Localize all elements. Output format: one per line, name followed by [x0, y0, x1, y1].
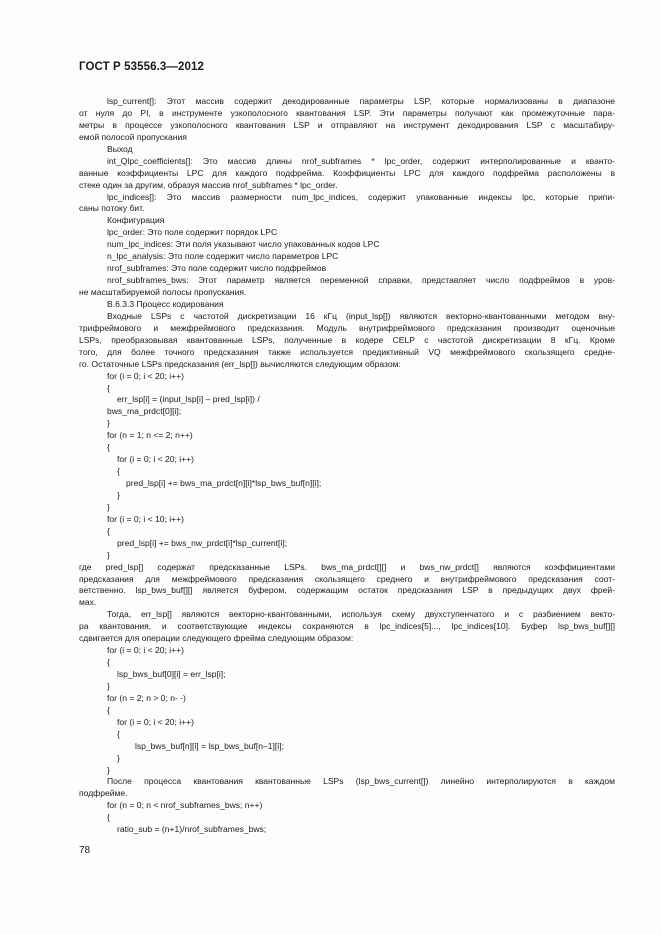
text-line: lpc_indices[]: Это массив размерности num_lpc_indices, содержит упакованные индексы lpc, которые припи-: [107, 191, 615, 202]
text-line: ветственно. lsp_bws_buf[][] является буфером, содержащим остаток предсказания LSP в предыдущих двух фрей-: [79, 585, 615, 596]
text-line: lsp_current[]: Этот массив содержит декодированные параметры LSP, которые нормализованы в диапазоне: [107, 96, 615, 106]
text-line: nrof_subframes: Это поле содержит число подфреймов: [107, 263, 327, 274]
text-line: }: [117, 489, 120, 500]
text-line: стеке один за другим, образуя массив nrof_subframes * lpc_order.: [79, 179, 338, 190]
document-header: ГОСТ Р 53556.3—2012: [79, 61, 204, 73]
text-line: LSPs, преобразовывая квантованные LSPs, полученные в кодере CELP с частотой дискретизации 8 кГц. Кроме: [79, 334, 615, 345]
text-line: {: [117, 728, 120, 739]
text-line: емой полосой пропускания: [79, 131, 187, 142]
text-line: lsp_bws_buf[0][i] = err_lsp[i];: [117, 669, 226, 679]
text-line: for (i = 0; i < 20; i++): [117, 716, 194, 727]
text-line: }: [107, 764, 110, 775]
text-line: метры в процессе узкополосного квантования LSP и отправляют на инструмент декодирования LSP с масштабиру-: [79, 119, 615, 130]
text-line: саны потоку бит.: [79, 203, 145, 214]
text-line: err_lsp[i] = (input_lsp[i] – pred_lsp[i]) /: [117, 394, 260, 405]
text-line: подфрейме.: [79, 788, 128, 799]
text-line: lsp_bws_buf[n][i] = lsp_bws_buf[n–1][i];: [135, 740, 284, 751]
text-line: После процесса квантования квантованные LSPs (lsp_bws_current[]) линейно интерполируются в каждом: [107, 776, 615, 787]
text-line: bws_ma_prdct[0][i];: [107, 406, 182, 417]
text-line: lpc_order: Это поле содержит порядок LPC: [107, 227, 278, 238]
text-line: ра квантования, и соответствующие индексы сохраняются в lpc_indices[5]..., lpc_indices[10]. Буфер lsp_bws_buf[][]: [79, 621, 615, 632]
text-line: мах.: [79, 597, 97, 608]
text-line: for (i = 0; i < 20; i++): [107, 645, 184, 656]
text-line: {: [107, 382, 110, 393]
text-line: for (i = 0; i < 20; i++): [117, 454, 194, 465]
text-line: от нуля до PI, в инструменте узкополосного квантования LSP. Эти параметры получают как промежуточные пара-: [79, 107, 615, 118]
text-line: for (n = 1; n <= 2; n++): [107, 430, 193, 441]
text-line: Входные LSPs с частотой дискретизации 16 кГц (input_lsp[]) являются векторно-квантованными методом вну-: [107, 310, 615, 321]
text-line: предсказания для межфреймового предсказания скользящего среднего и внутрифреймового предсказания соот-: [79, 573, 615, 584]
text-line: }: [107, 501, 110, 512]
text-line: {: [107, 704, 110, 715]
text-line: го. Остаточные LSPs предсказания (err_lsp[]) вычисляются следующим образом:: [79, 358, 401, 369]
text-line: Конфигурация: [107, 215, 165, 226]
text-line: {: [107, 812, 110, 823]
text-line: {: [107, 657, 110, 668]
text-line: где pred_lsp[] содержат предсказанные LSPs. bws_ma_prdct[][] и bws_nw_prdct[] являются коэффициентами: [79, 561, 615, 572]
text-line: Выход: [107, 143, 133, 154]
text-line: Тогда, err_lsp[] являются векторно-квантованными, используя схему двухступенчатого и с разбиением векто-: [107, 609, 615, 620]
text-line: сдвигается для операции следующего фрейма следующим образом:: [79, 633, 354, 644]
document-body: [79, 96, 615, 836]
text-line: for (n = 2; n > 0; n- -): [107, 692, 186, 703]
text-line: {: [107, 442, 110, 453]
text-line: for (i = 0; i < 10; i++): [107, 513, 184, 524]
text-line: {: [107, 525, 110, 536]
text-line: не масштабируемой полосы пропускания.: [79, 287, 247, 297]
text-line: pred_lsp[i] += bws_ma_prdct[n][i]*lsp_bws_buf[n][i];: [126, 478, 322, 488]
text-line: ванные коэффициенты LPC для каждого подфрейма. Коэффициенты LPC для каждого подфрейма расположены в: [79, 167, 615, 178]
text-line: for (i = 0; i < 20; i++): [107, 370, 184, 381]
text-line: }: [107, 418, 110, 429]
page-number: 78: [79, 845, 91, 856]
text-line: num_lpc_indices: Эти поля указывают число упакованных кодов LPC: [107, 239, 380, 250]
text-line: ratio_sub = (n+1)/nrof_subframes_bws;: [117, 824, 267, 835]
text-line: n_lpc_analysis: Это поле содержит число параметров LPC: [107, 251, 339, 262]
text-line: }: [107, 680, 110, 691]
text-line: int_Qlpc_coefficients[]: Это массив длины nrof_subframes * lpc_order, содержит интерполированные и кванто-: [107, 155, 615, 166]
text-line: {: [117, 466, 120, 477]
text-line: трифреймового и межфреймового предсказания. Модуль внутрифреймового предсказания производит оценочные: [79, 322, 615, 333]
text-line: В.6.3.3 Процесс кодирования: [107, 298, 224, 309]
text-line: nrof_subframes_bws: Этот параметр является переменной справки, представляет число подфреймов в уров-: [107, 275, 615, 286]
text-line: того, для более точного предсказания также используется предиктивный VQ межфреймового скользящего средне-: [79, 346, 615, 357]
text-line: pred_lsp[i] += bws_nw_prdct[i]*lsp_current[i];: [117, 537, 288, 548]
text-line: }: [107, 549, 110, 560]
text-line: for (n = 0; n < nrof_subframes_bws; n++): [107, 800, 263, 811]
text-line: }: [117, 752, 120, 763]
